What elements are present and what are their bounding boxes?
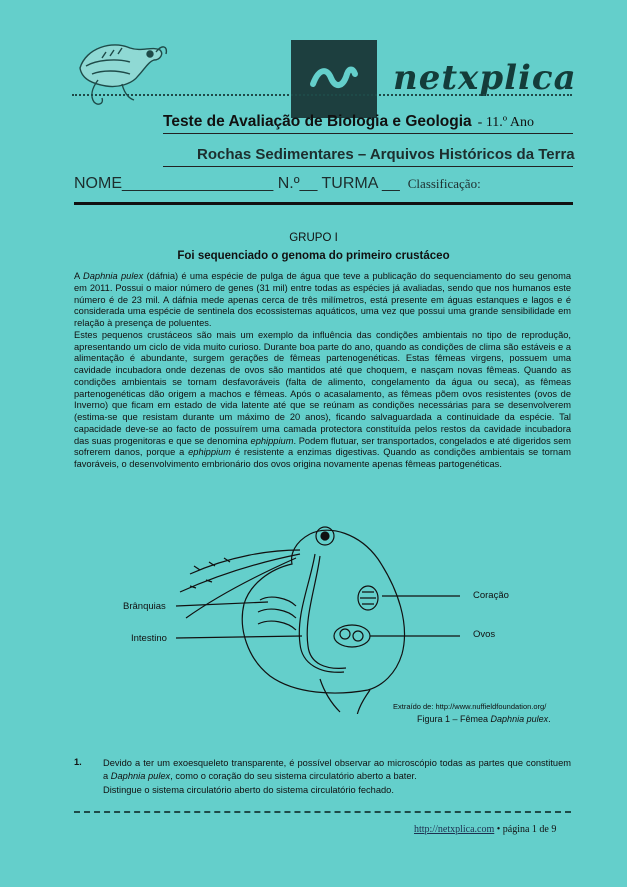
question-text-after: , como o coração do seu sistema circulatório aberto a bater. — [170, 770, 417, 781]
label-coracao: Coração — [473, 590, 509, 601]
test-title — [163, 113, 534, 131]
label-branquias: Brânquias — [123, 601, 166, 612]
question-number: 1. — [74, 757, 82, 767]
classification-label: Classificação: — [407, 176, 481, 191]
page-footer — [414, 824, 556, 835]
figure-caption — [417, 714, 551, 724]
chameleon-illustration — [72, 30, 172, 110]
test-subtitle: Rochas Sedimentares – Arquivos Históricos da Terra — [197, 146, 575, 163]
grade-label: - 11.º Ano — [477, 115, 534, 130]
label-ovos: Ovos — [473, 629, 496, 640]
article-title: Foi sequenciado o genoma do primeiro crustáceo — [177, 250, 450, 262]
wave-icon — [291, 40, 377, 118]
caption-suffix: . — [548, 714, 551, 724]
article-paragraph-1: A Daphnia pulex (dáfnia) é uma espécie de pulga de água que teve a publicação do sequenciamento do seu genoma em 2011. Possui o maior número de genes (31 mil) entre todas as espécies já avaliadas, sendo que nos humanos este número é de 23 mil. A dáfnia mede apenas cerca de três milímetros, está presente em águas estanques e lagos e é considerada uma espécie de sentinela dos ecossistemas aquáticos, uma vez que possui uma grande sensibilidade em relação à presença de poluentes. — [74, 271, 571, 328]
header-dotted-divider — [72, 94, 572, 96]
header-thick-divider — [74, 202, 573, 205]
caption-prefix: Figura 1 – Fêmea — [417, 714, 491, 724]
footer-dashed-divider — [74, 811, 571, 813]
caption-species: Daphnia pulex — [490, 714, 549, 724]
question-instruction: Distingue o sistema circulatório aberto do sistema circulatório fechado. — [103, 785, 394, 795]
subtitle-underline — [163, 166, 573, 167]
name-number-class-fields[interactable]: NOME_________________ N.º__ TURMA __ — [74, 175, 400, 192]
group-heading: GRUPO I — [289, 232, 338, 244]
label-intestino: Intestino — [131, 633, 167, 644]
question-text — [103, 757, 571, 782]
netxplica-logo-mark — [291, 40, 377, 118]
test-title-text: Teste de Avaliação de Biologia e Geologia — [163, 113, 472, 130]
daphnia-diagram — [120, 514, 460, 714]
netxplica-link[interactable]: http://netxplica.com — [414, 824, 495, 835]
question-text-before: Devido a ter um exoesqueleto transparente, é possível observar ao microscópio todas as partes que constituem a — [103, 758, 571, 781]
article-paragraph-2: Estes pequenos crustáceos são mais um exemplo da influência das condições ambientais no tipo de reprodução, apresentando um ciclo de vida muito curioso. Durante boa parte do ano, quando as condições de clima são estáveis e a alimentação é abundante, surgem gerações de fêmeas partenogenéticas. Estas fêmeas virgens, possuem uma cavidade incubadora onde dezenas de ovos são mantidos até que choquem, e nasçam novas fêmeas. Quando as condições ambientais se tornam desfavoráveis (falta de alimento, congelamento da água ou seca), as fêmeas partenogenéticas dão origem a machos e fêmeas. Após o acasalamento, as fêmeas põem ovos resistentes (ovos de Inverno) que ficam em estado de vida latente até que se reúnam as condições necessárias para se desenvolverem (estima-se que resistam durante um máximo de 20 anos), ficando salvaguardada a continuidade da espécie. Tal capacidade deve-se ao facto de possuírem uma camada protectora constituída pelos restos da cavidade incubadora das suas progenitoras e que se denomina ephippium. Podem flutuar, ser transportados, congelados e até digeridos sem sofrerem danos, porque a ephippium é resistente a enzimas digestivas. Quando as condições ambientais se tornam favoráveis, o desenvolvimento embrionário dos ovos origina novamente apenas fêmeas partogenéticas. — [74, 329, 571, 469]
page-number: • página 1 de 9 — [494, 824, 557, 835]
student-info-fields — [74, 175, 481, 193]
netxplica-logo-text: netxplica — [393, 58, 577, 98]
figure-source: Extraído de: http://www.nuffieldfoundation.org/ — [393, 702, 547, 711]
question-species: Daphnia pulex — [110, 770, 171, 781]
title-underline — [163, 133, 573, 134]
article-body — [74, 271, 571, 471]
